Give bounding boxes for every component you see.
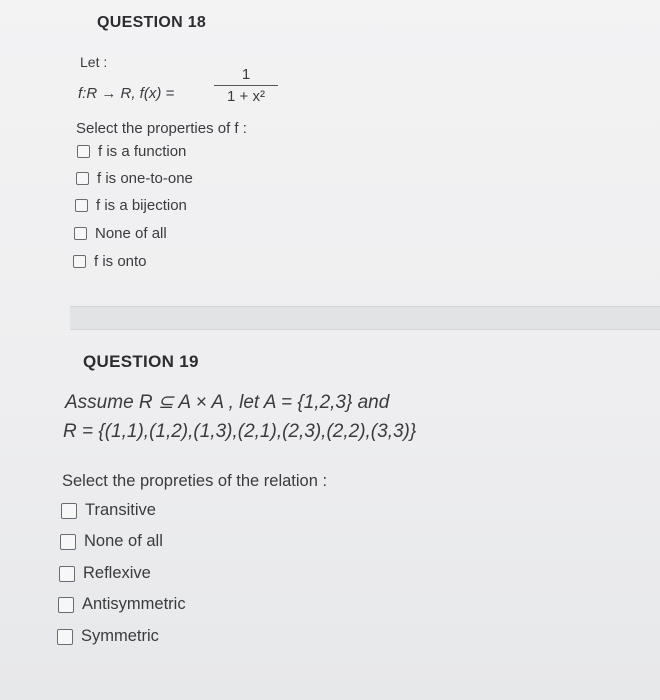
option-symmetric[interactable] — [57, 627, 159, 646]
option-label: f is a bijection — [96, 197, 187, 214]
fraction-numerator: 1 — [241, 66, 251, 83]
checkbox[interactable] — [74, 227, 87, 240]
option-f-is-function[interactable] — [77, 143, 186, 160]
question-18-title: QUESTION 18 — [97, 14, 207, 31]
checkbox[interactable] — [57, 629, 73, 645]
relation-definition-line-2: R = {(1,1),(1,2),(1,3),(2,1),(2,3),(2,2),(3,3)} — [63, 421, 417, 442]
fraction — [214, 66, 278, 105]
option-label: Symmetric — [81, 627, 159, 645]
option-label: f is a function — [98, 143, 187, 160]
option-label: f is onto — [94, 253, 147, 270]
checkbox[interactable] — [61, 503, 77, 519]
checkbox[interactable] — [59, 566, 75, 582]
checkbox[interactable] — [73, 255, 86, 268]
question-divider — [70, 306, 660, 330]
option-f-is-onto[interactable] — [73, 253, 147, 270]
option-label: Transitive — [85, 501, 156, 519]
checkbox[interactable] — [75, 199, 88, 212]
fraction-denominator: 1 + x² — [227, 88, 265, 105]
let-label: Let : — [80, 54, 108, 70]
option-label: Antisymmetric — [82, 595, 186, 613]
option-antisymmetric[interactable] — [58, 595, 186, 614]
checkbox[interactable] — [60, 534, 76, 550]
question-19-prompt: Select the propreties of the relation : — [62, 472, 328, 490]
function-definition: f:R → R, f(x) = — [78, 85, 175, 102]
option-label: None of all — [95, 225, 167, 242]
option-reflexive[interactable] — [59, 564, 151, 583]
checkbox[interactable] — [58, 597, 74, 613]
question-19-title: QUESTION 19 — [83, 352, 199, 371]
question-18-prompt: Select the properties of f : — [76, 120, 247, 137]
option-f-is-one-to-one[interactable] — [76, 170, 193, 187]
option-none-of-all[interactable] — [60, 532, 163, 551]
checkbox[interactable] — [77, 145, 90, 158]
option-f-is-bijection[interactable] — [75, 197, 187, 214]
option-none-of-all[interactable] — [74, 225, 167, 242]
fraction-bar — [214, 85, 278, 86]
relation-definition-line-1: Assume R ⊆ A × A , let A = {1,2,3} and — [65, 392, 390, 413]
option-transitive[interactable] — [61, 501, 156, 520]
checkbox[interactable] — [76, 172, 89, 185]
option-label: f is one-to-one — [97, 170, 193, 187]
option-label: Reflexive — [83, 564, 151, 582]
option-label: None of all — [84, 532, 163, 550]
